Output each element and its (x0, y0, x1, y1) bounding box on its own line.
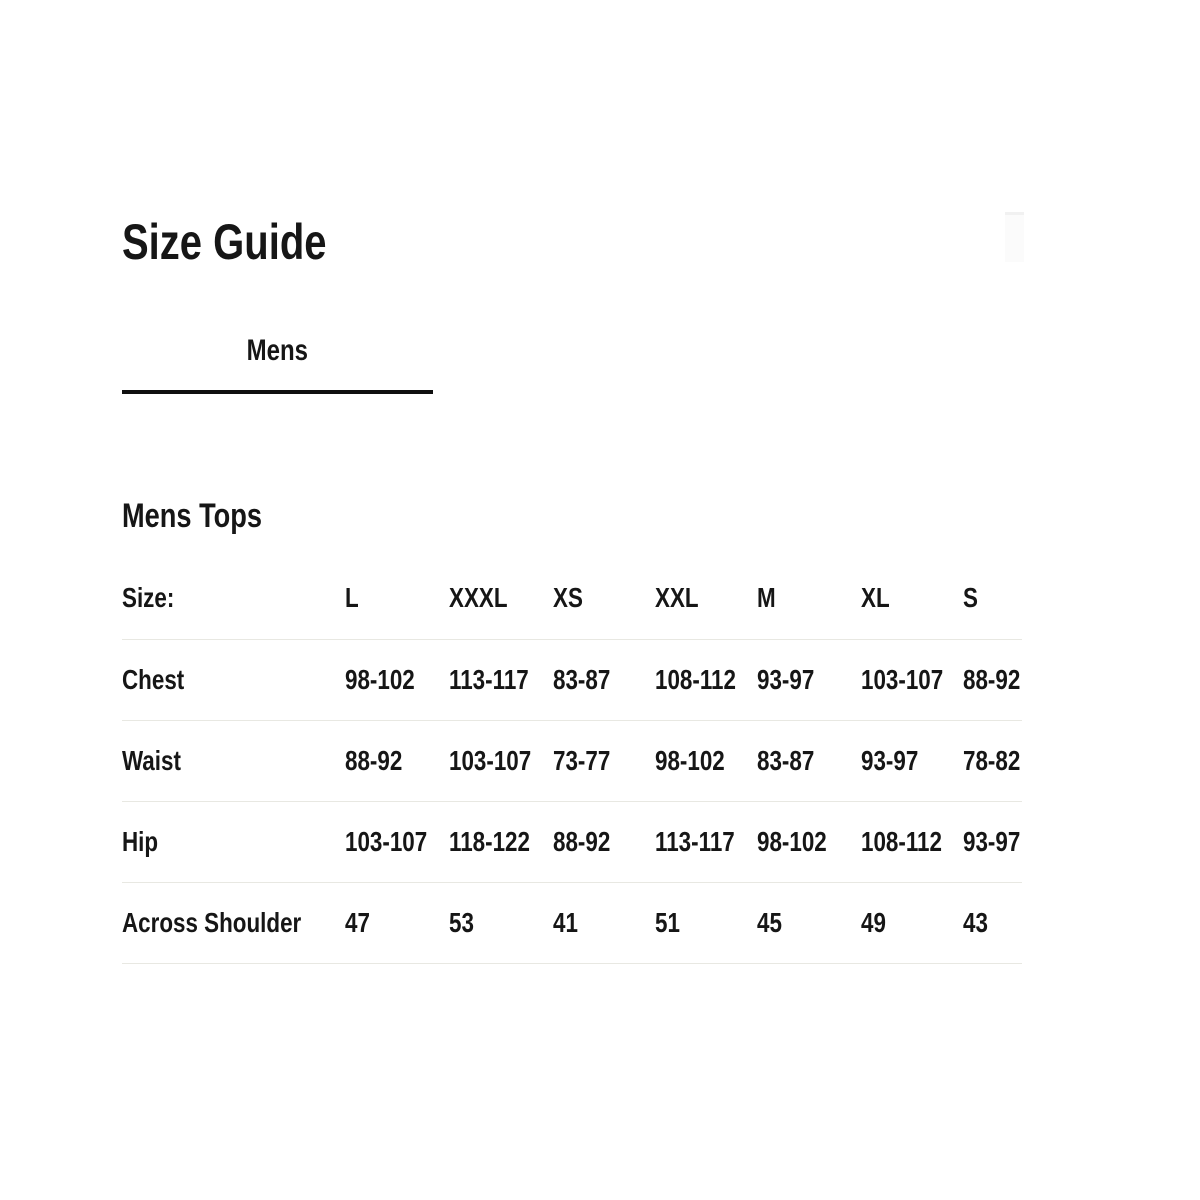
measurement-value: 88-92 (345, 744, 403, 776)
measurement-cell (553, 801, 655, 882)
measurement-value: 73-77 (553, 744, 611, 776)
measurement-value: 113-117 (655, 825, 735, 857)
measurement-value: 47 (345, 906, 370, 938)
measurement-cell (757, 801, 861, 882)
measurement-cell (655, 801, 757, 882)
measurement-value: 98-102 (655, 744, 725, 776)
page-title (122, 212, 1200, 272)
measurement-value: 93-97 (861, 744, 919, 776)
row-label (122, 639, 345, 720)
measurement-value: 45 (757, 906, 782, 938)
tab-mens[interactable] (122, 336, 433, 394)
measurement-cell (861, 882, 963, 963)
size-column-header-text: L (345, 582, 359, 614)
size-column-header-text: XL (861, 582, 890, 614)
size-table (122, 558, 1022, 964)
scrollbar-thumb[interactable] (1005, 212, 1024, 262)
measurement-cell (757, 639, 861, 720)
row-label (122, 720, 345, 801)
tab-mens-label: Mens (246, 334, 309, 367)
measurement-value: 93-97 (963, 825, 1021, 857)
row-label-text: Hip (122, 825, 159, 857)
measurement-cell (449, 801, 553, 882)
measurement-cell (963, 801, 1022, 882)
row-label-text: Across Shoulder (122, 906, 302, 938)
measurement-cell (963, 720, 1022, 801)
measurement-value: 53 (449, 906, 474, 938)
measurement-value: 93-97 (757, 663, 815, 695)
measurement-cell (449, 882, 553, 963)
section-heading-text: Mens Tops (122, 497, 263, 535)
size-column-header-text: S (963, 582, 978, 614)
measurement-cell (553, 639, 655, 720)
size-column-header-text: M (757, 582, 776, 614)
measurement-cell (449, 720, 553, 801)
measurement-value: 108-112 (655, 663, 736, 695)
table-row-chest (122, 639, 1022, 720)
measurement-cell (655, 639, 757, 720)
size-table-header-row (122, 558, 1022, 639)
measurement-value: 49 (861, 906, 886, 938)
measurement-cell (861, 720, 963, 801)
size-column-header-text: XXXL (449, 582, 508, 614)
measurement-value: 83-87 (757, 744, 815, 776)
measurement-value: 113-117 (449, 663, 529, 695)
table-row-hip (122, 801, 1022, 882)
measurement-value: 103-107 (449, 744, 532, 776)
measurement-value: 88-92 (553, 825, 611, 857)
size-column-header-l (345, 558, 449, 639)
measurement-value: 88-92 (963, 663, 1021, 695)
row-label-text: Chest (122, 663, 185, 695)
measurement-cell (345, 801, 449, 882)
size-label-header (122, 558, 345, 639)
row-label-text: Waist (122, 744, 181, 776)
measurement-value: 51 (655, 906, 680, 938)
size-column-header-xs (553, 558, 655, 639)
measurement-value: 41 (553, 906, 578, 938)
table-row-waist (122, 720, 1022, 801)
measurement-cell (655, 720, 757, 801)
measurement-cell (757, 720, 861, 801)
measurement-value: 103-107 (345, 825, 428, 857)
row-label (122, 801, 345, 882)
measurement-value: 118-122 (449, 825, 530, 857)
measurement-cell (449, 639, 553, 720)
row-label (122, 882, 345, 963)
size-column-header-s (963, 558, 1022, 639)
measurement-cell (861, 801, 963, 882)
measurement-cell (345, 882, 449, 963)
size-column-header-m (757, 558, 861, 639)
page-title-text: Size Guide (122, 214, 327, 270)
tab-bar (122, 336, 1200, 394)
measurement-cell (963, 882, 1022, 963)
measurement-cell (553, 720, 655, 801)
table-row-across-shoulder (122, 882, 1022, 963)
measurement-value: 103-107 (861, 663, 944, 695)
measurement-cell (861, 639, 963, 720)
size-column-header-text: XXL (655, 582, 699, 614)
measurement-value: 83-87 (553, 663, 611, 695)
measurement-cell (345, 639, 449, 720)
size-column-header-xxxl (449, 558, 553, 639)
measurement-cell (553, 882, 655, 963)
size-label-header-text: Size: (122, 582, 175, 614)
section-heading (122, 498, 1200, 534)
size-column-header-text: XS (553, 582, 583, 614)
measurement-cell (757, 882, 861, 963)
size-column-header-xl (861, 558, 963, 639)
measurement-value: 98-102 (757, 825, 827, 857)
measurement-cell (963, 639, 1022, 720)
measurement-value: 108-112 (861, 825, 942, 857)
measurement-value: 43 (963, 906, 988, 938)
size-column-header-xxl (655, 558, 757, 639)
measurement-cell (345, 720, 449, 801)
measurement-value: 98-102 (345, 663, 415, 695)
measurement-cell (655, 882, 757, 963)
measurement-value: 78-82 (963, 744, 1021, 776)
size-guide-page (0, 212, 1200, 964)
